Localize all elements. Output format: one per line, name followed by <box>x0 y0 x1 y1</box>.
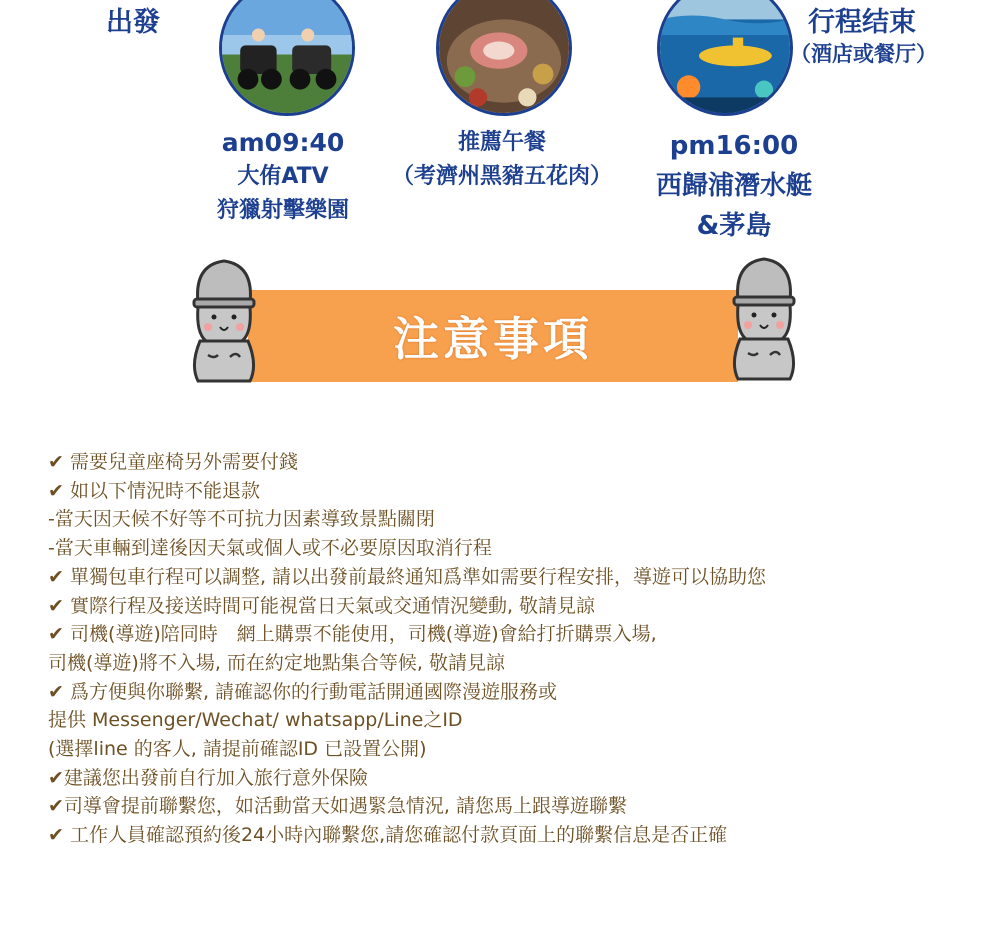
submarine-photo <box>657 0 793 116</box>
end-label: 行程结束 <box>808 7 916 38</box>
note-line: 司機(導遊)將不入場, 而在約定地點集合等候, 敬請見諒 <box>48 651 505 674</box>
dolharubang-right-icon <box>724 253 804 383</box>
notes-list <box>48 448 968 850</box>
note-line: ✔ 單獨包車行程可以調整, 請以出發前最終通知爲準如需要行程安排，導遊可以協助您 <box>48 565 767 588</box>
stop-2-title: 推薦午餐 <box>457 130 546 155</box>
stop-1-caption <box>170 126 396 228</box>
notice-banner-title: 注意事項 <box>393 312 593 366</box>
stop-1-line-1: 大侑ATV <box>237 164 329 189</box>
note-line: -當天因天候不好等不可抗力因素導致景點關閉 <box>48 508 435 531</box>
stop-3-line-2: &茅島 <box>696 211 772 241</box>
stop-3-time: pm16:00 <box>669 131 799 161</box>
note-line: 提供 Messenger/Wechat/ whatsapp/Line之ID <box>48 709 463 732</box>
note-line: (選擇line 的客人, 請提前確認ID 已設置公開) <box>48 738 427 761</box>
stop-1-line-2: 狩獵射擊樂園 <box>216 198 349 223</box>
stop-3-line-1: 西歸浦潛水艇 <box>655 171 812 201</box>
start-label: 出發 <box>106 7 160 38</box>
stop-3-caption <box>620 126 848 246</box>
dolharubang-left-icon <box>184 255 264 385</box>
note-line: ✔ 實際行程及接送時間可能視當日天氣或交通情況變動, 敬請見諒 <box>48 594 596 617</box>
note-line: ✔ 司機(導遊)陪同時 網上購票不能使用，司機(導遊)會給打折購票入場, <box>48 623 657 646</box>
bbq-photo <box>436 0 572 116</box>
end-sub-label: （酒店或餐厅） <box>790 42 937 66</box>
stop-2-caption <box>368 126 636 194</box>
note-line: ✔ 爲方便與你聯繫, 請確認你的行動電話開通國際漫遊服務或 <box>48 680 558 703</box>
note-line: -當天車輛到達後因天氣或個人或不必要原因取消行程 <box>48 537 492 560</box>
note-line: ✔ 需要兒童座椅另外需要付錢 <box>48 451 298 473</box>
atv-photo <box>219 0 355 116</box>
note-line: ✔建議您出發前自行加入旅行意外保險 <box>48 766 368 789</box>
stop-2-line-1: （考濟州黑豬五花肉） <box>391 164 612 189</box>
note-line: ✔ 如以下情況時不能退款 <box>48 479 260 502</box>
note-line: ✔ 工作人員確認預約後24小時內聯繫您,請您確認付款頁面上的聯繫信息是否正確 <box>48 824 728 847</box>
stop-1-time: am09:40 <box>221 128 345 157</box>
note-line: ✔司導會提前聯繫您，如活動當天如遇緊急情況, 請您馬上跟導遊聯繫 <box>48 795 628 818</box>
